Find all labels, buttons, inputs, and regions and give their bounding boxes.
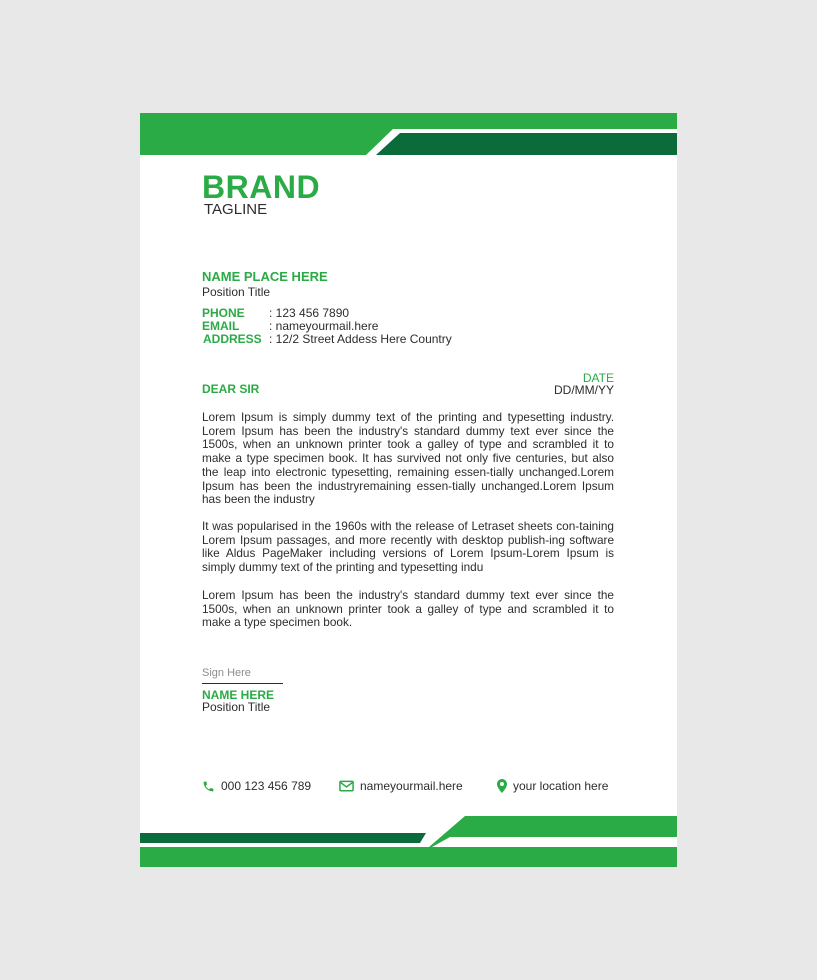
brand-tagline: TAGLINE [204, 201, 268, 218]
signatory-position: Position Title [202, 700, 271, 714]
sender-position: Position Title [202, 285, 271, 299]
body-paragraph-3: Lorem Ipsum has been the industry's standard dummy text ever since the 1500s, when an unknown printer took a galley of type and scrambled it to make a type specimen book. [202, 588, 614, 630]
location-pin-icon [497, 779, 507, 793]
brand-name: BRAND [202, 169, 321, 205]
date-value: DD/MM/YY [554, 383, 614, 397]
footer-dark-green-band [140, 833, 426, 843]
contact-label-phone: PHONE [202, 306, 245, 320]
contact-label-email: EMAIL [202, 319, 240, 333]
footer-location [497, 779, 608, 793]
footer-location-text: your location here [513, 779, 609, 793]
footer-phone [202, 779, 311, 793]
footer-email-text: nameyourmail.here [360, 779, 463, 793]
date-label: DATE [582, 371, 614, 385]
phone-icon [202, 780, 215, 793]
signatory-name: NAME HERE [202, 688, 275, 702]
contact-label-address: ADDRESS [203, 332, 262, 346]
contact-value-email: : nameyourmail.here [269, 319, 379, 333]
header-dark-green-band [376, 133, 677, 155]
letterhead-page [140, 113, 677, 867]
salutation: DEAR SIR [202, 382, 260, 396]
sign-here-label: Sign Here [202, 667, 251, 679]
footer-email [339, 779, 463, 793]
footer-phone-text: 000 123 456 789 [221, 779, 312, 793]
signature-line [202, 683, 283, 684]
mail-icon [339, 780, 354, 792]
body-paragraph-1: Lorem Ipsum is simply dummy text of the printing and typesetting industry. Lorem Ipsum has been the industry's standard dummy text ever since the 1500s, when an unknown printer took a galley of type and scrambled it to make a type specimen book. It has survived not only five centuries, but also the leap into electronic typesetting, remaining essen-tially unchanged.Lorem Ipsum has been the industryremaining essen-tially unchanged.Lorem Ipsum has been the industry [202, 410, 614, 507]
body-paragraph-2: It was popularised in the 1960s with the release of Letraset sheets con-taining Lorem Ipsum passages, and more recently with desktop publish-ing software like Aldus PageMaker including versions of Lorem Ipsum-Lorem Ipsum is simply dummy text of the printing and typesetting indu [202, 519, 614, 575]
contact-value-phone: : 123 456 7890 [269, 306, 350, 320]
sender-name: NAME PLACE HERE [202, 269, 328, 284]
contact-value-address: : 12/2 Street Addess Here Country [269, 332, 452, 346]
